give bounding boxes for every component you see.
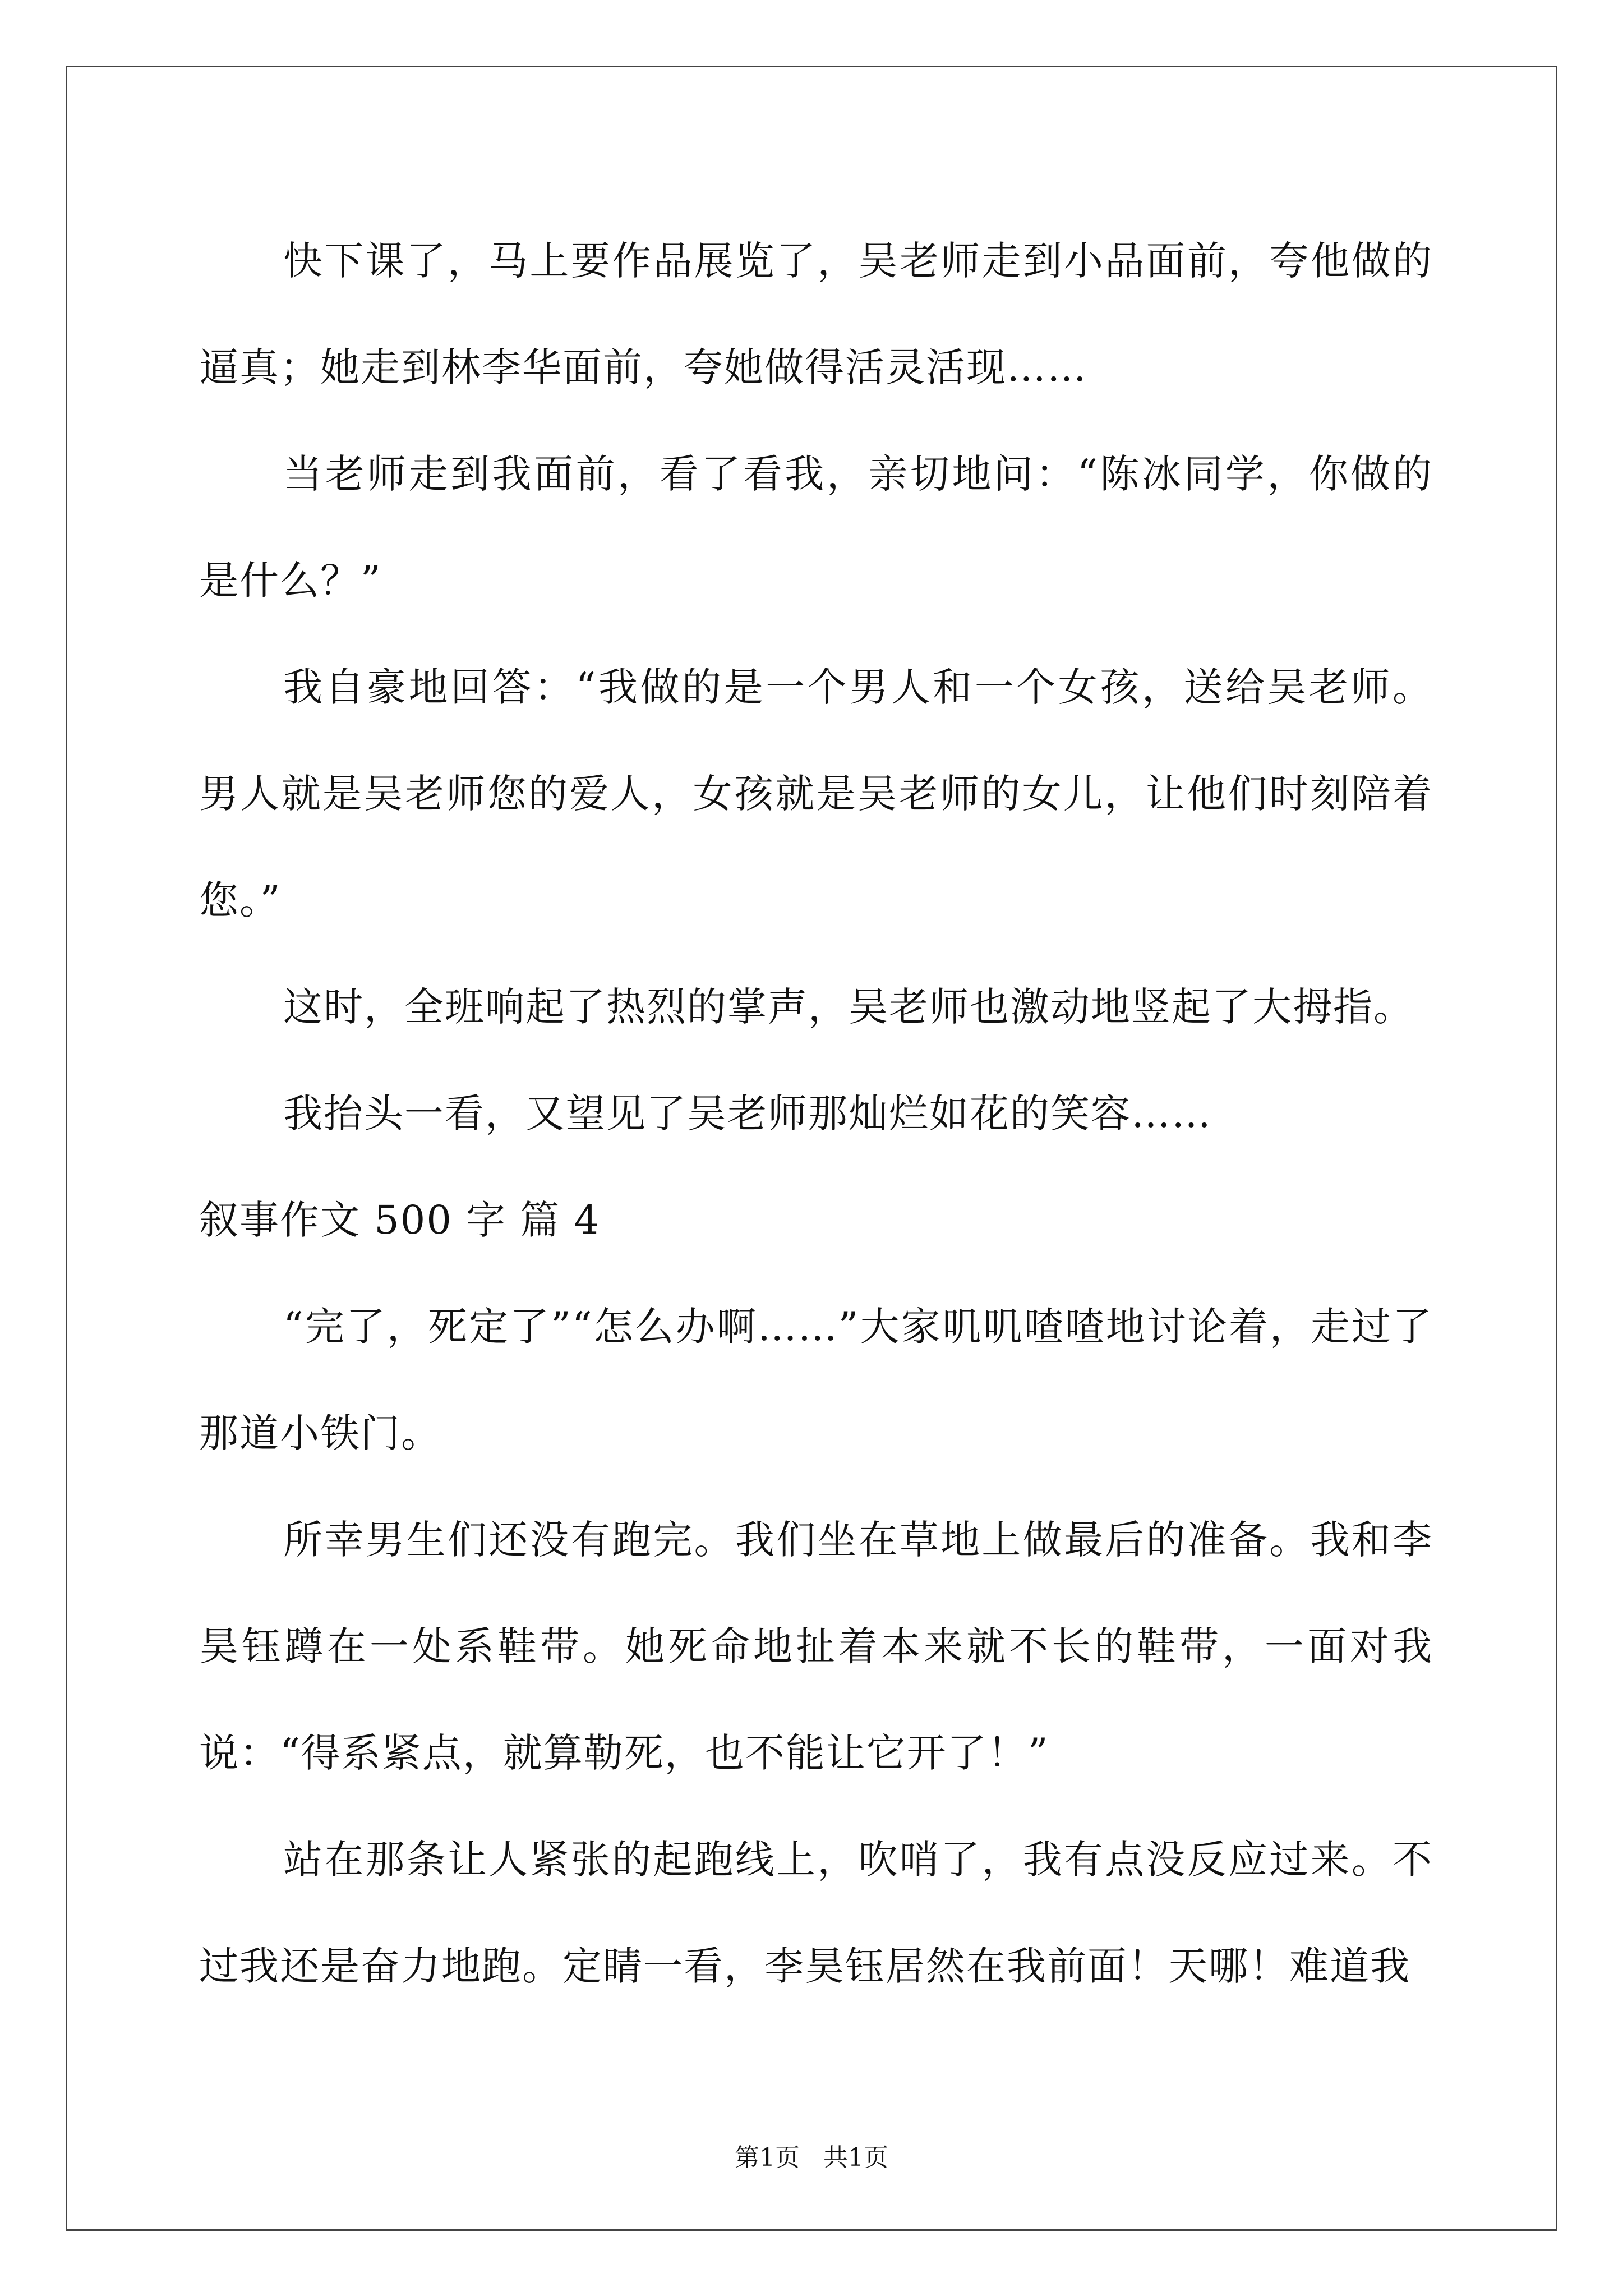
document-body <box>199 208 1433 2019</box>
paragraph: 我自豪地回答：“我做的是一个男人和一个女孩，送给吴老师。男人就是吴老师您的爱人，女孩就是吴老师的女儿，让他们时刻陪着您。” <box>199 664 1433 923</box>
paragraph: 我抬头一看，又望见了吴老师那灿烂如花的笑容…… <box>283 1091 1212 1137</box>
paragraph: 这时，全班响起了热烈的掌声，吴老师也激动地竖起了大拇指。 <box>283 984 1414 1030</box>
page-footer: 第1页 共1页 <box>735 2143 888 2172</box>
paragraph: 快下课了，马上要作品展览了，吴老师走到小品面前，夸他做的逼真；她走到林李华面前，夸她做得活灵活现…… <box>199 238 1433 390</box>
paragraph: 站在那条让人紧张的起跑线上，吹哨了，我有点没反应过来。不过我还是奋力地跑。定睛一看，李昊钰居然在我前面！天哪！难道我 <box>199 1837 1433 1989</box>
section-heading: 叙事作文 500 字 篇 4 <box>199 1197 601 1243</box>
paragraph: 当老师走到我面前，看了看我，亲切地问：“陈冰同学，你做的是什么？” <box>199 451 1433 604</box>
paragraph: “完了，死定了”“怎么办啊……”大家叽叽喳喳地讨论着，走过了那道小铁门。 <box>199 1304 1433 1456</box>
paragraph: 所幸男生们还没有跑完。我们坐在草地上做最后的准备。我和李昊钰蹲在一处系鞋带。她死命地扯着本来就不长的鞋带，一面对我说：“得系紧点，就算勒死，也不能让它开了！” <box>199 1517 1433 1776</box>
